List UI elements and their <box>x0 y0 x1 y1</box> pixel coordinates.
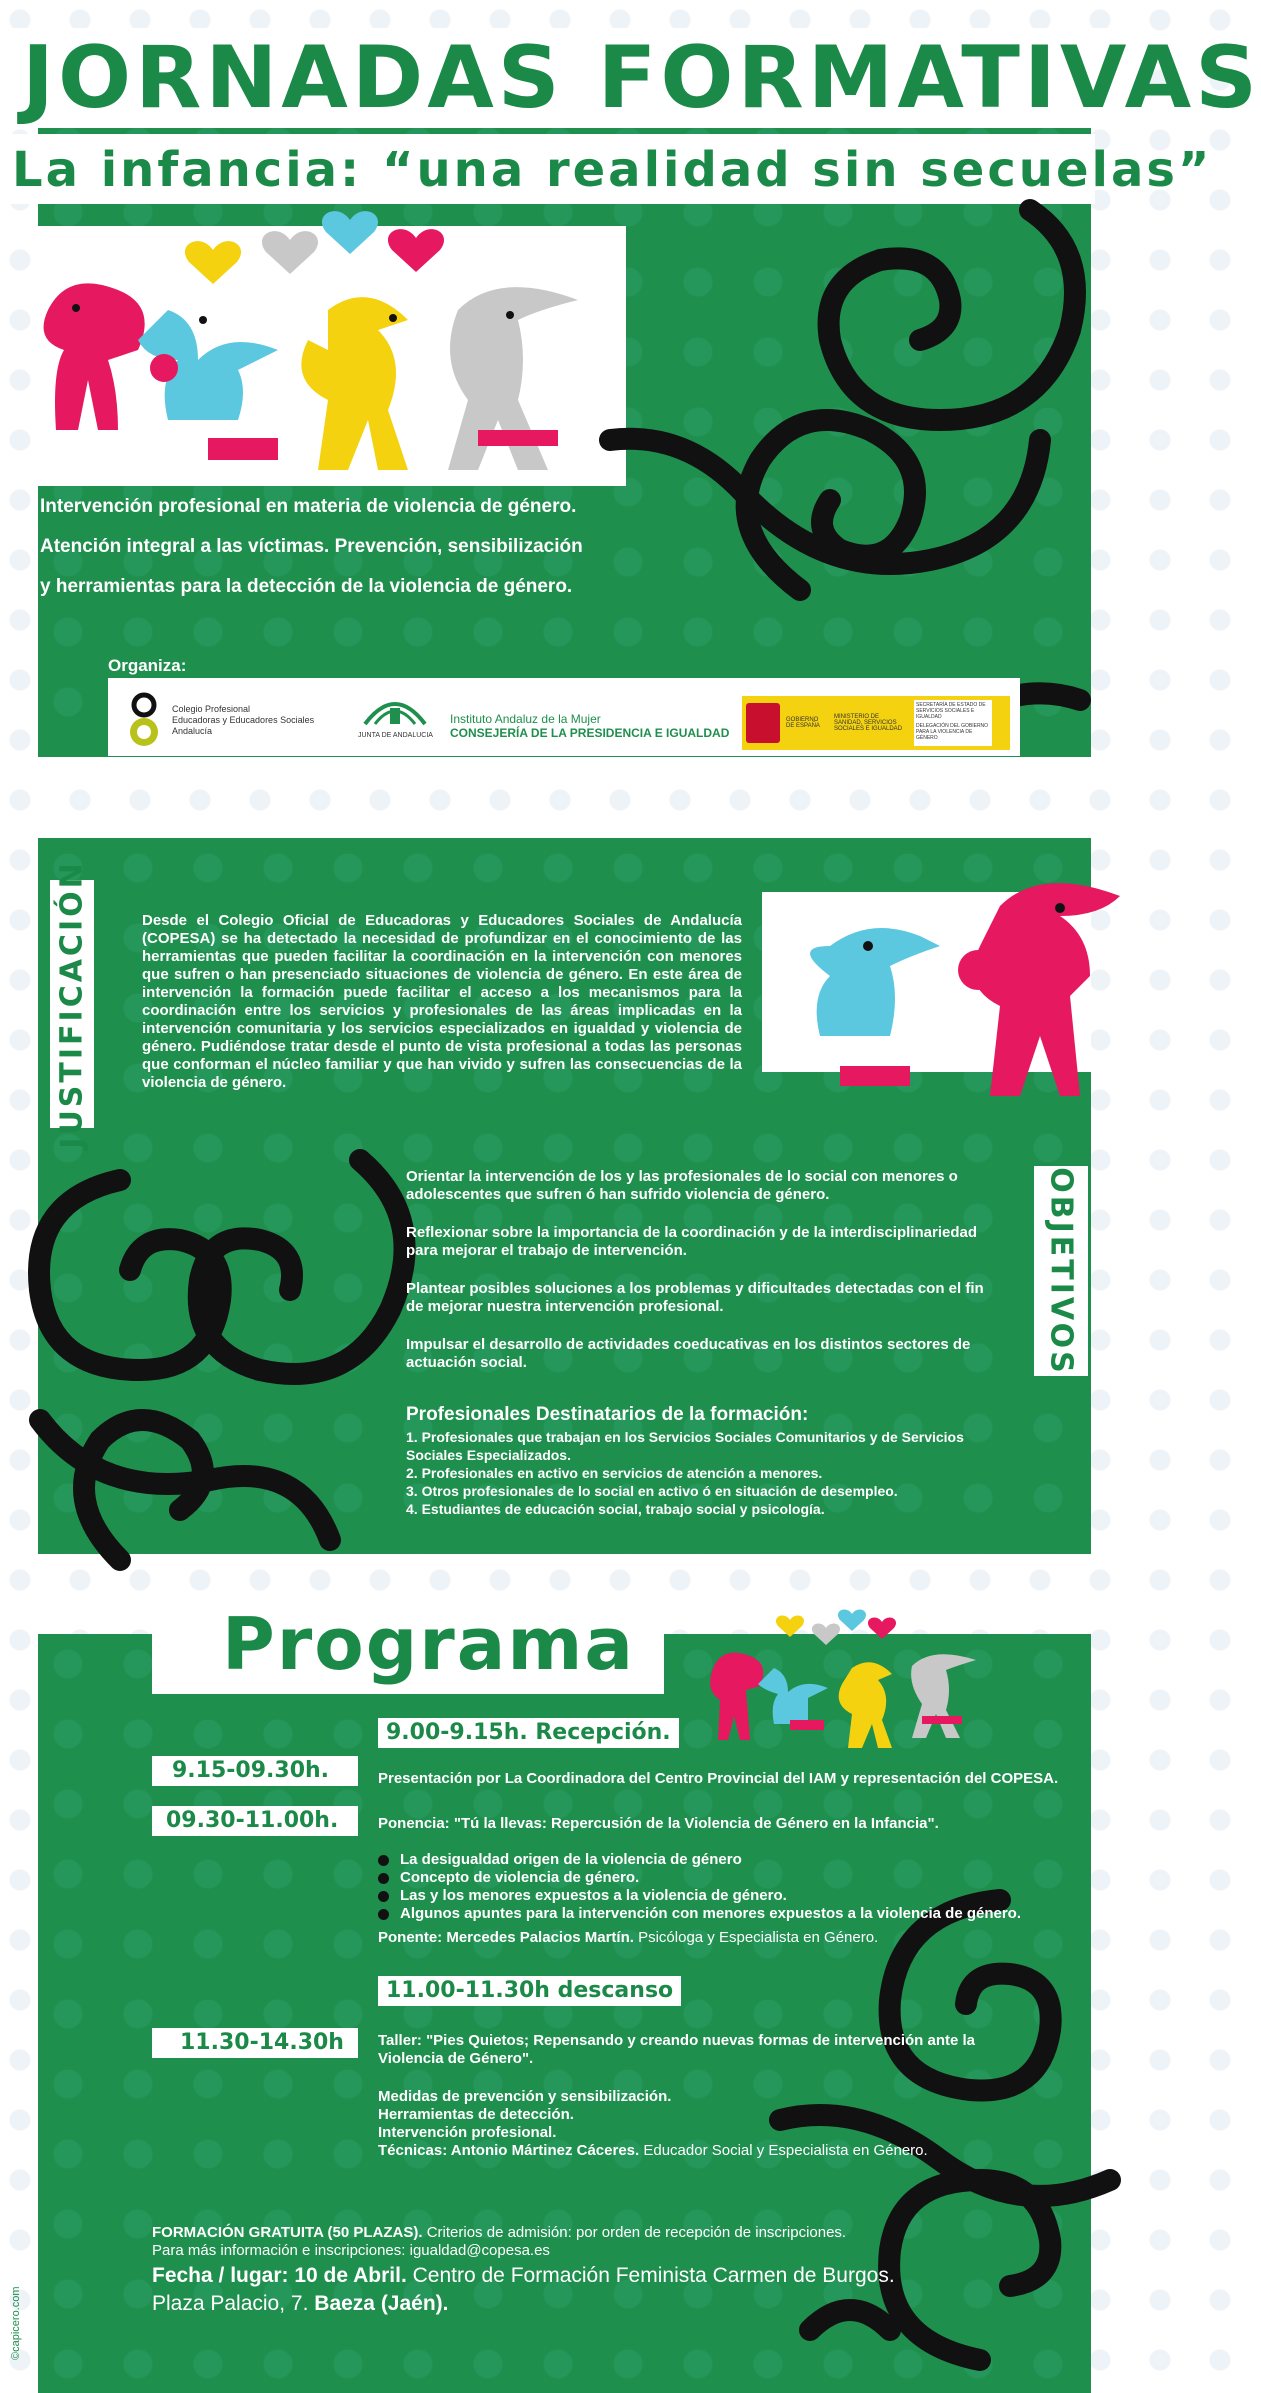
junta-emblem-icon <box>360 694 430 728</box>
objetivo-item: Reflexionar sobre la importancia de la coordinación y de la interdisciplinariedad para mejorar el trabajo de intervención. <box>406 1224 977 1259</box>
credit: ©capicero.com <box>10 2286 22 2360</box>
footer-line-2: Para más información e inscripciones: igualdad@copesa.es <box>152 2242 550 2259</box>
objetivos-list <box>406 1168 986 1372</box>
time-2: 9.15-09.30h. <box>152 1756 358 1786</box>
spain-shield-icon <box>746 703 780 743</box>
iam-line-2: CONSEJERÍA DE LA PRESIDENCIA E IGUALDAD <box>450 726 730 740</box>
tecnicas <box>378 2142 928 2160</box>
characters-illustration <box>38 200 638 490</box>
ponencia-bullets <box>378 1851 1021 1923</box>
swirl-decoration <box>600 190 1131 750</box>
copesa-logo <box>124 690 314 750</box>
swirl-decoration-left <box>0 1120 440 1590</box>
copesa-line: Educadoras y Educadores Sociales <box>172 714 315 725</box>
destinatario-item: 4. Estudiantes de educación social, trabajo social y psicología. <box>406 1501 825 1517</box>
time-4: 11.00-11.30h descanso <box>378 1976 681 2006</box>
ministry-gobierno: GOBIERNO DE ESPAÑA <box>786 717 820 729</box>
time-1: 9.00-9.15h. Recepción. <box>378 1718 679 1748</box>
justificacion-label-box <box>50 859 94 1149</box>
copesa-emblem-icon <box>124 690 164 750</box>
footer-city: Baeza (Jaén). <box>314 2292 449 2315</box>
taller-item: Intervención profesional. <box>378 2124 557 2141</box>
junta-logo <box>358 694 433 739</box>
objetivos-label-box <box>1034 1166 1088 1376</box>
ministry-secretaria: SECRETARÍA DE ESTADO DE SERVICIOS SOCIALES E IGUALDAD <box>916 702 986 720</box>
footer-address: Plaza Palacio, 7. <box>152 2292 309 2315</box>
heart-icon <box>868 1618 896 1639</box>
destinatario-item: 2. Profesionales en activo en servicios de atención a menores. <box>406 1465 823 1481</box>
time-3: 09.30-11.00h. <box>152 1806 358 1836</box>
characters-illustration-2 <box>770 866 1131 1116</box>
footer-date-place <box>152 2262 895 2318</box>
iam-line-1: Instituto Andaluz de la Mujer <box>450 712 601 726</box>
ministry-logo <box>742 696 1010 750</box>
ponente <box>378 1929 878 1947</box>
footer-info <box>152 2224 846 2260</box>
taller-items <box>378 2088 928 2160</box>
footer-free: FORMACIÓN GRATUITA (50 PLAZAS). <box>152 2224 423 2241</box>
time-5: 11.30-14.30h <box>152 2028 358 2058</box>
junta-caption: JUNTA DE ANDALUCIA <box>358 732 433 739</box>
bullet-item: La desigualdad origen de la violencia de género <box>378 1851 1021 1869</box>
footer-line-1 <box>152 2224 846 2242</box>
taller-item: Medidas de prevención y sensibilización. <box>378 2088 672 2105</box>
copesa-line: Colegio Profesional <box>172 703 251 714</box>
justificacion-text: Desde el Colegio Oficial de Educadoras y Educadores Sociales de Andalucía (COPESA) se ha detectado la necesidad de profundizar en el conocimiento de las herramientas que pueden facilitar la coordinación en la intervención con menores que sufren o han presenciado situaciones de violencia de género. En este área de intervención la formación puede facilitar el acceso a los mecanismos para la coordinación entre los servicios y profesionales de las áreas implicadas en la intervención comunitaria y los servicios especializados en igualdad y violencia de género. Pudiéndose tratar desde el punto de vista profesional a todas las personas que conforman el núcleo familiar y que han vivido y sufren las consecuencias de la violencia de género. <box>142 912 742 1091</box>
heart-icon <box>388 229 444 272</box>
heart-icon <box>776 1616 804 1637</box>
intro-line-2: Atención integral a las víctimas. Prevención, sensibilización <box>40 536 583 557</box>
heart-icon <box>812 1624 840 1645</box>
footer-date: Fecha / lugar: 10 de Abril. <box>152 2264 407 2287</box>
destinatario-item: 3. Otros profesionales de lo social en activo ó en situación de desempleo. <box>406 1483 898 1499</box>
intro-line-1: Intervención profesional en materia de violencia de género. <box>40 496 577 517</box>
iam-logo <box>450 712 729 740</box>
time-3-text: Ponencia: "Tú la llevas: Repercusión de la Violencia de Género en la Infancia". <box>378 1815 939 1832</box>
bullet-item: Algunos apuntes para la intervención con menores expuestos a la violencia de género. <box>378 1905 1021 1923</box>
programa-title: Programa <box>222 1602 635 1686</box>
objetivo-item: Plantear posibles soluciones a los problemas y dificultades detectadas con el fin de mejorar nuestra intervención profesional. <box>406 1280 984 1315</box>
tecnicas-label: Técnicas: Antonio Mártinez Cáceres. <box>378 2142 640 2159</box>
destinatarios-title: Profesionales Destinatarios de la formación: <box>406 1404 809 1425</box>
objetivos-label: OBJETIVOS <box>1043 1166 1079 1376</box>
page-title: JORNADAS FORMATIVAS <box>22 28 1261 128</box>
ponente-role: Psicóloga y Especialista en Género. <box>638 1929 879 1946</box>
heart-icon <box>185 241 241 284</box>
bullet-item: Concepto de violencia de género. <box>378 1869 1021 1887</box>
tecnicas-role: Educador Social y Especialista en Género. <box>643 2142 928 2159</box>
intro-line-3: y herramientas para la detección de la violencia de género. <box>40 576 573 597</box>
time-2-text: Presentación por La Coordinadora del Centro Provincial del IAM y representación del COPESA. <box>378 1770 1059 1787</box>
footer-centre: Centro de Formación Feminista Carmen de Burgos. <box>412 2264 895 2287</box>
heart-icon <box>838 1610 866 1631</box>
objetivo-item: Orientar la intervención de los y las profesionales de lo social con menores o adolescentes que sufren ó han sufrido violencia de género. <box>406 1168 958 1203</box>
copesa-line: Andalucía <box>172 725 213 736</box>
characters-illustration-3 <box>710 1606 990 1740</box>
footer-criteria: Criterios de admisión: por orden de recepción de inscripciones. <box>426 2224 847 2241</box>
ministry-name: MINISTERIO DE SANIDAD, SERVICIOS SOCIALES E IGUALDAD <box>834 714 903 732</box>
organiza-label: Organiza: <box>108 656 187 675</box>
ponente-label: Ponente: Mercedes Palacios Martín. <box>378 1929 634 1946</box>
page-subtitle: La infancia: “una realidad sin secuelas” <box>12 142 1213 198</box>
taller-item: Herramientas de detección. <box>378 2106 574 2123</box>
destinatarios-list <box>406 1428 1006 1518</box>
bullet-item: Las y los menores expuestos a la violencia de género. <box>378 1887 1021 1905</box>
justificacion-label: JUSTIFICACIÓN <box>54 859 90 1149</box>
heart-icon <box>322 211 378 254</box>
ministry-delegacion: DELEGACIÓN DEL GOBIERNO PARA LA VIOLENCIA DE GÉNERO <box>916 723 989 741</box>
heart-icon <box>262 231 318 274</box>
destinatario-item: 1. Profesionales que trabajan en los Servicios Sociales Comunitarios y de Servicios Sociales Especializados. <box>406 1429 964 1463</box>
taller-text: Taller: "Pies Quietos; Repensando y creando nuevas formas de intervención ante la Violencia de Género". <box>378 2032 976 2067</box>
objetivo-item: Impulsar el desarrollo de actividades coeducativas en los distintos sectores de actuación social. <box>406 1336 971 1371</box>
